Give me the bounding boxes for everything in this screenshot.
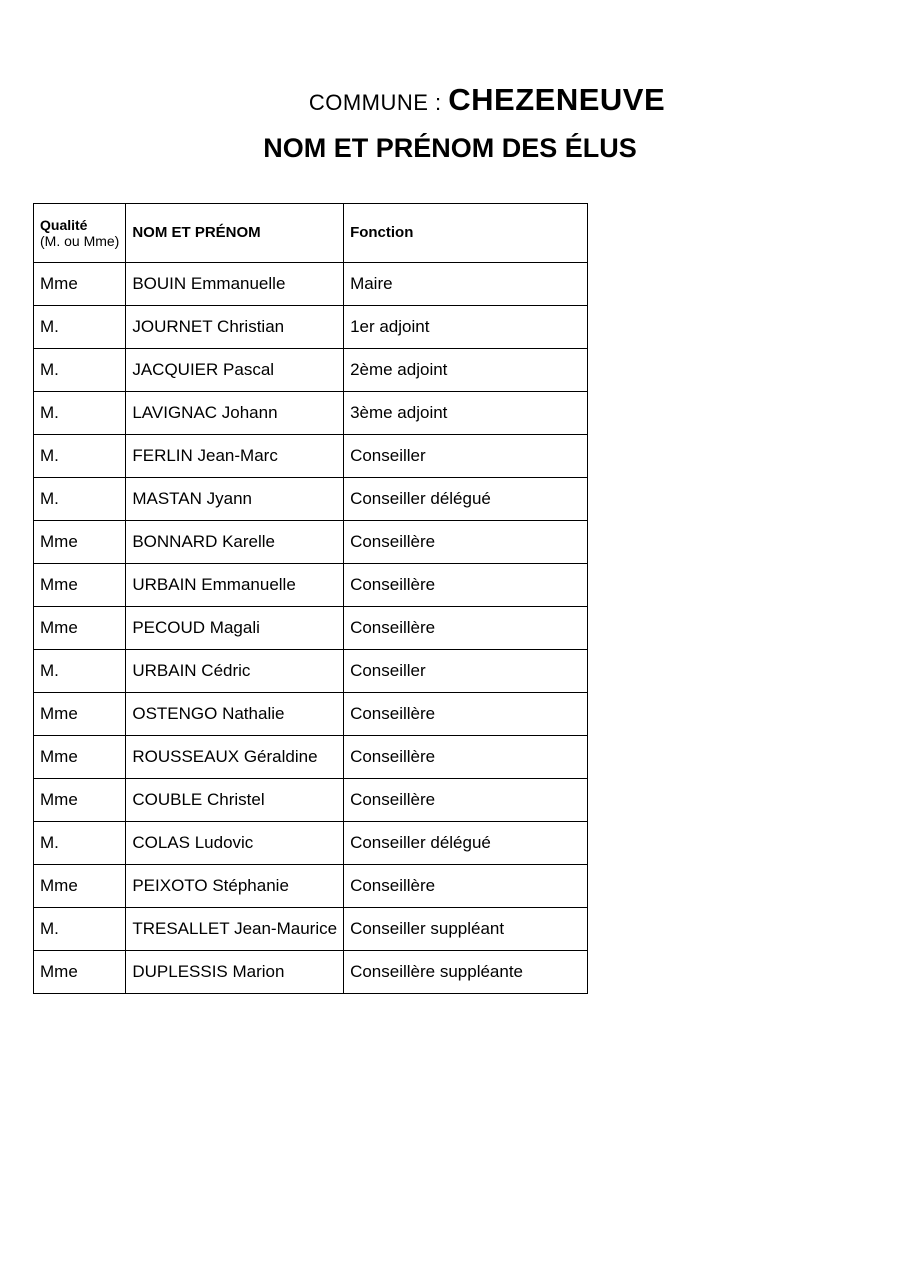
fonction-cell: Maire bbox=[344, 263, 588, 306]
fonction-cell: Conseillère bbox=[344, 736, 588, 779]
nom-cell: OSTENGO Nathalie bbox=[126, 693, 344, 736]
column-header-qualite-note: (M. ou Mme) bbox=[40, 233, 120, 249]
qualite-cell: M. bbox=[34, 435, 126, 478]
nom-cell: COLAS Ludovic bbox=[126, 822, 344, 865]
table-row bbox=[34, 435, 588, 478]
qualite-cell: Mme bbox=[34, 865, 126, 908]
nom-cell: BONNARD Karelle bbox=[126, 521, 344, 564]
fonction-cell: 3ème adjoint bbox=[344, 392, 588, 435]
qualite-cell: M. bbox=[34, 908, 126, 951]
document-title bbox=[37, 82, 900, 118]
table-row bbox=[34, 607, 588, 650]
table-row bbox=[34, 306, 588, 349]
fonction-cell: 2ème adjoint bbox=[344, 349, 588, 392]
nom-cell: BOUIN Emmanuelle bbox=[126, 263, 344, 306]
document-subtitle: NOM ET PRÉNOM DES ÉLUS bbox=[263, 133, 637, 163]
fonction-cell: Conseillère bbox=[344, 779, 588, 822]
fonction-cell: Conseiller bbox=[344, 435, 588, 478]
table-row bbox=[34, 865, 588, 908]
table-body bbox=[34, 263, 588, 994]
qualite-cell: M. bbox=[34, 478, 126, 521]
column-header-qualite bbox=[34, 204, 126, 263]
qualite-cell: Mme bbox=[34, 263, 126, 306]
qualite-cell: Mme bbox=[34, 564, 126, 607]
column-header-fonction: Fonction bbox=[344, 204, 588, 263]
nom-cell: JOURNET Christian bbox=[126, 306, 344, 349]
column-header-qualite-title: Qualité bbox=[40, 217, 88, 233]
qualite-cell: M. bbox=[34, 392, 126, 435]
nom-cell: PECOUD Magali bbox=[126, 607, 344, 650]
fonction-cell: Conseillère bbox=[344, 521, 588, 564]
qualite-cell: M. bbox=[34, 306, 126, 349]
elus-table bbox=[33, 203, 588, 994]
fonction-cell: Conseillère bbox=[344, 607, 588, 650]
qualite-cell: Mme bbox=[34, 607, 126, 650]
table-row bbox=[34, 736, 588, 779]
qualite-cell: Mme bbox=[34, 779, 126, 822]
table-row bbox=[34, 564, 588, 607]
nom-cell: PEIXOTO Stéphanie bbox=[126, 865, 344, 908]
table-row bbox=[34, 951, 588, 994]
qualite-cell: M. bbox=[34, 650, 126, 693]
table-row bbox=[34, 263, 588, 306]
table-row bbox=[34, 478, 588, 521]
fonction-cell: 1er adjoint bbox=[344, 306, 588, 349]
qualite-cell: Mme bbox=[34, 951, 126, 994]
column-header-nom: NOM ET PRÉNOM bbox=[126, 204, 344, 263]
fonction-cell: Conseillère bbox=[344, 564, 588, 607]
fonction-cell: Conseillère bbox=[344, 693, 588, 736]
nom-cell: COUBLE Christel bbox=[126, 779, 344, 822]
qualite-cell: M. bbox=[34, 822, 126, 865]
nom-cell: JACQUIER Pascal bbox=[126, 349, 344, 392]
title-commune-label: COMMUNE : bbox=[308, 90, 449, 115]
nom-cell: FERLIN Jean-Marc bbox=[126, 435, 344, 478]
qualite-cell: Mme bbox=[34, 521, 126, 564]
table-row bbox=[34, 521, 588, 564]
table-row bbox=[34, 693, 588, 736]
fonction-cell: Conseillère bbox=[344, 865, 588, 908]
nom-cell: URBAIN Emmanuelle bbox=[126, 564, 344, 607]
qualite-cell: Mme bbox=[34, 736, 126, 779]
title-commune-name: CHEZENEUVE bbox=[448, 82, 666, 117]
nom-cell: TRESALLET Jean-Maurice bbox=[126, 908, 344, 951]
fonction-cell: Conseiller bbox=[344, 650, 588, 693]
qualite-cell: M. bbox=[34, 349, 126, 392]
fonction-cell: Conseiller suppléant bbox=[344, 908, 588, 951]
fonction-cell: Conseillère suppléante bbox=[344, 951, 588, 994]
table-header-row bbox=[34, 204, 588, 263]
nom-cell: MASTAN Jyann bbox=[126, 478, 344, 521]
nom-cell: LAVIGNAC Johann bbox=[126, 392, 344, 435]
nom-cell: URBAIN Cédric bbox=[126, 650, 344, 693]
table-row bbox=[34, 908, 588, 951]
fonction-cell: Conseiller délégué bbox=[344, 822, 588, 865]
nom-cell: DUPLESSIS Marion bbox=[126, 951, 344, 994]
table-row bbox=[34, 822, 588, 865]
table-row bbox=[34, 779, 588, 822]
qualite-cell: Mme bbox=[34, 693, 126, 736]
table-row bbox=[34, 349, 588, 392]
nom-cell: ROUSSEAUX Géraldine bbox=[126, 736, 344, 779]
fonction-cell: Conseiller délégué bbox=[344, 478, 588, 521]
table-row bbox=[34, 650, 588, 693]
table-row bbox=[34, 392, 588, 435]
